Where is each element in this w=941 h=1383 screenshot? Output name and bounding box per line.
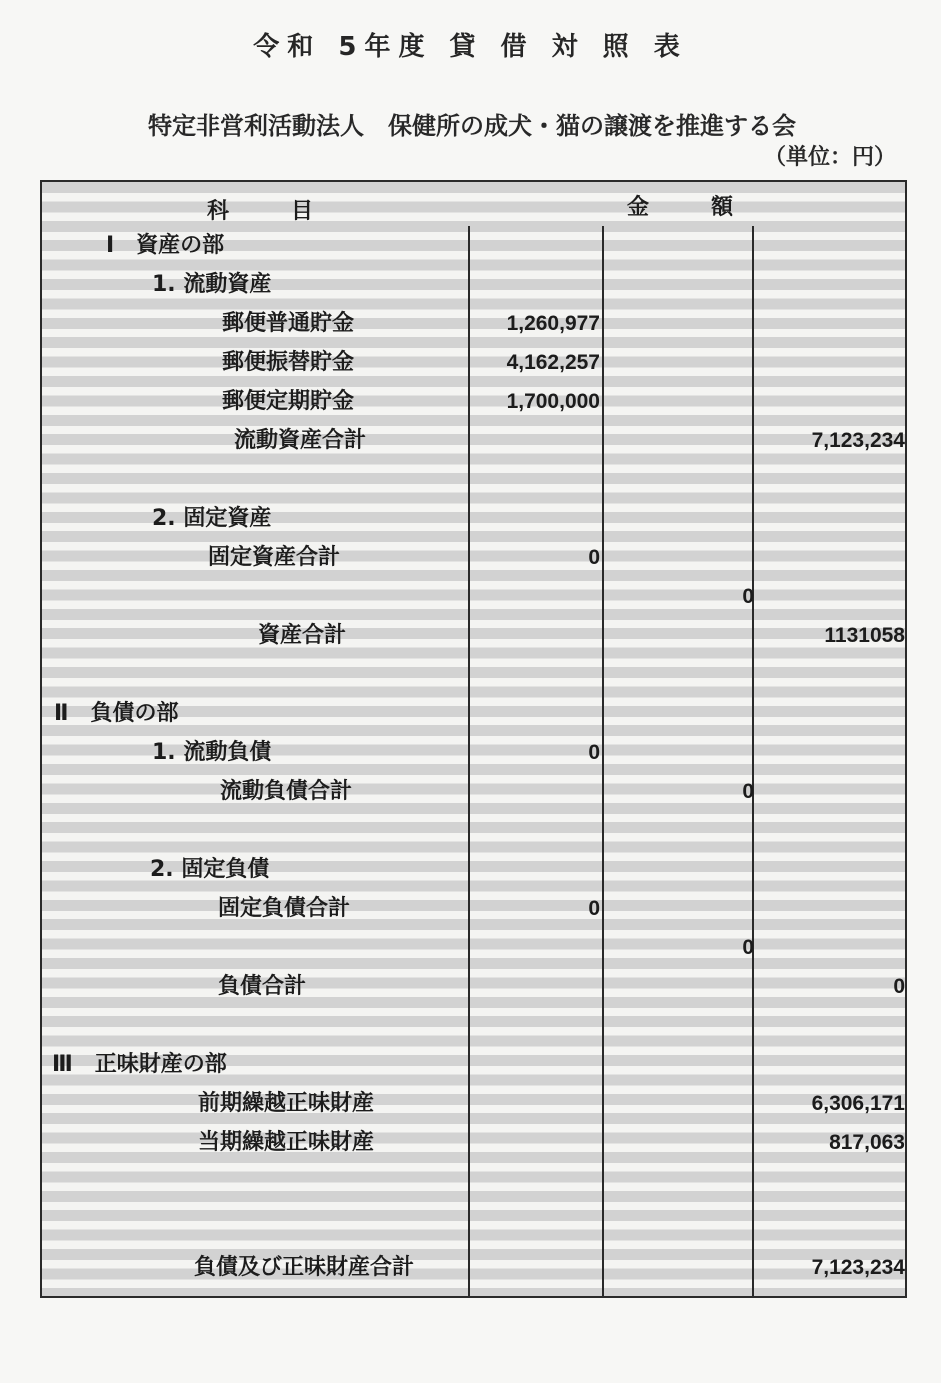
row-label: 負債及び正味財産合計 — [194, 1255, 415, 1280]
amount-cell: 0 — [742, 780, 754, 803]
table-row — [42, 577, 909, 616]
amount-cell: 817,063 — [829, 1131, 905, 1154]
table-row — [42, 460, 909, 499]
row-label: Ⅲ 正味財産の部 — [52, 1052, 227, 1077]
amount-cell: 0 — [588, 741, 600, 764]
table-row — [42, 1123, 909, 1162]
table-row — [42, 1045, 909, 1084]
table-row — [42, 616, 909, 655]
row-label: 郵便定期貯金 — [222, 389, 355, 414]
table-row — [42, 1006, 909, 1045]
table-row — [42, 265, 909, 304]
table-row — [42, 889, 909, 928]
row-label: 当期繰越正味財産 — [198, 1130, 375, 1155]
table-row — [42, 733, 909, 772]
table-row — [42, 1084, 909, 1123]
amount-cell: 0 — [742, 585, 754, 608]
table-row — [42, 655, 909, 694]
table-row — [42, 1248, 909, 1287]
amount-cell: 4,162,257 — [506, 351, 600, 374]
table-row — [42, 811, 909, 850]
balance-sheet-table — [40, 180, 907, 1298]
row-label: 1. 流動負債 — [152, 740, 272, 765]
row-label: 固定負債合計 — [218, 896, 351, 921]
row-label: 1. 流動資産 — [152, 272, 272, 297]
unit-label: （単位：円） — [763, 145, 896, 170]
table-row — [42, 1162, 909, 1201]
table-row — [42, 226, 909, 265]
table-row — [42, 967, 909, 1006]
table-row — [42, 304, 909, 343]
amount-cell: 0 — [742, 936, 754, 959]
amount-cell: 0 — [893, 975, 905, 998]
row-label: 流動負債合計 — [220, 779, 353, 804]
amount-cell: 0 — [588, 897, 600, 920]
amount-cell: 6,306,171 — [811, 1092, 905, 1115]
amount-cell: 7,123,234 — [811, 429, 905, 452]
row-label: Ⅰ 資産の部 — [106, 233, 225, 258]
amount-cell: 0 — [588, 546, 600, 569]
table-row — [42, 421, 909, 460]
row-label: 負債合計 — [218, 974, 307, 999]
row-label: 前期繰越正味財産 — [198, 1091, 375, 1116]
document-title: 令和 5年度 貸 借 対 照 表 — [253, 32, 688, 62]
table-row — [42, 499, 909, 538]
organization-name: 特定非営利活動法人 保健所の成犬・猫の譲渡を推進する会 — [148, 112, 796, 140]
row-label: 郵便普通貯金 — [222, 311, 355, 336]
table-row — [42, 343, 909, 382]
table-row — [42, 694, 909, 733]
row-label: 郵便振替貯金 — [222, 350, 355, 375]
row-label: 流動資産合計 — [234, 428, 367, 453]
amount-cell: 7,123,234 — [811, 1256, 905, 1279]
row-label: 2. 固定負債 — [150, 857, 270, 882]
table-row — [42, 772, 909, 811]
row-label: 資産合計 — [258, 623, 347, 648]
row-label: 固定資産合計 — [208, 545, 341, 570]
amount-cell: 1,700,000 — [506, 390, 600, 413]
header-subject: 科 目 — [207, 199, 320, 224]
amount-cell: 1,260,977 — [506, 312, 600, 335]
table-row — [42, 538, 909, 577]
table-row — [42, 382, 909, 421]
table-row — [42, 928, 909, 967]
table-row — [42, 850, 909, 889]
amount-cell: 1131058 — [824, 624, 905, 647]
table-row — [42, 1201, 909, 1240]
header-amount: 金 額 — [627, 195, 740, 220]
row-label: Ⅱ 負債の部 — [54, 701, 179, 726]
row-label: 2. 固定資産 — [152, 506, 272, 531]
